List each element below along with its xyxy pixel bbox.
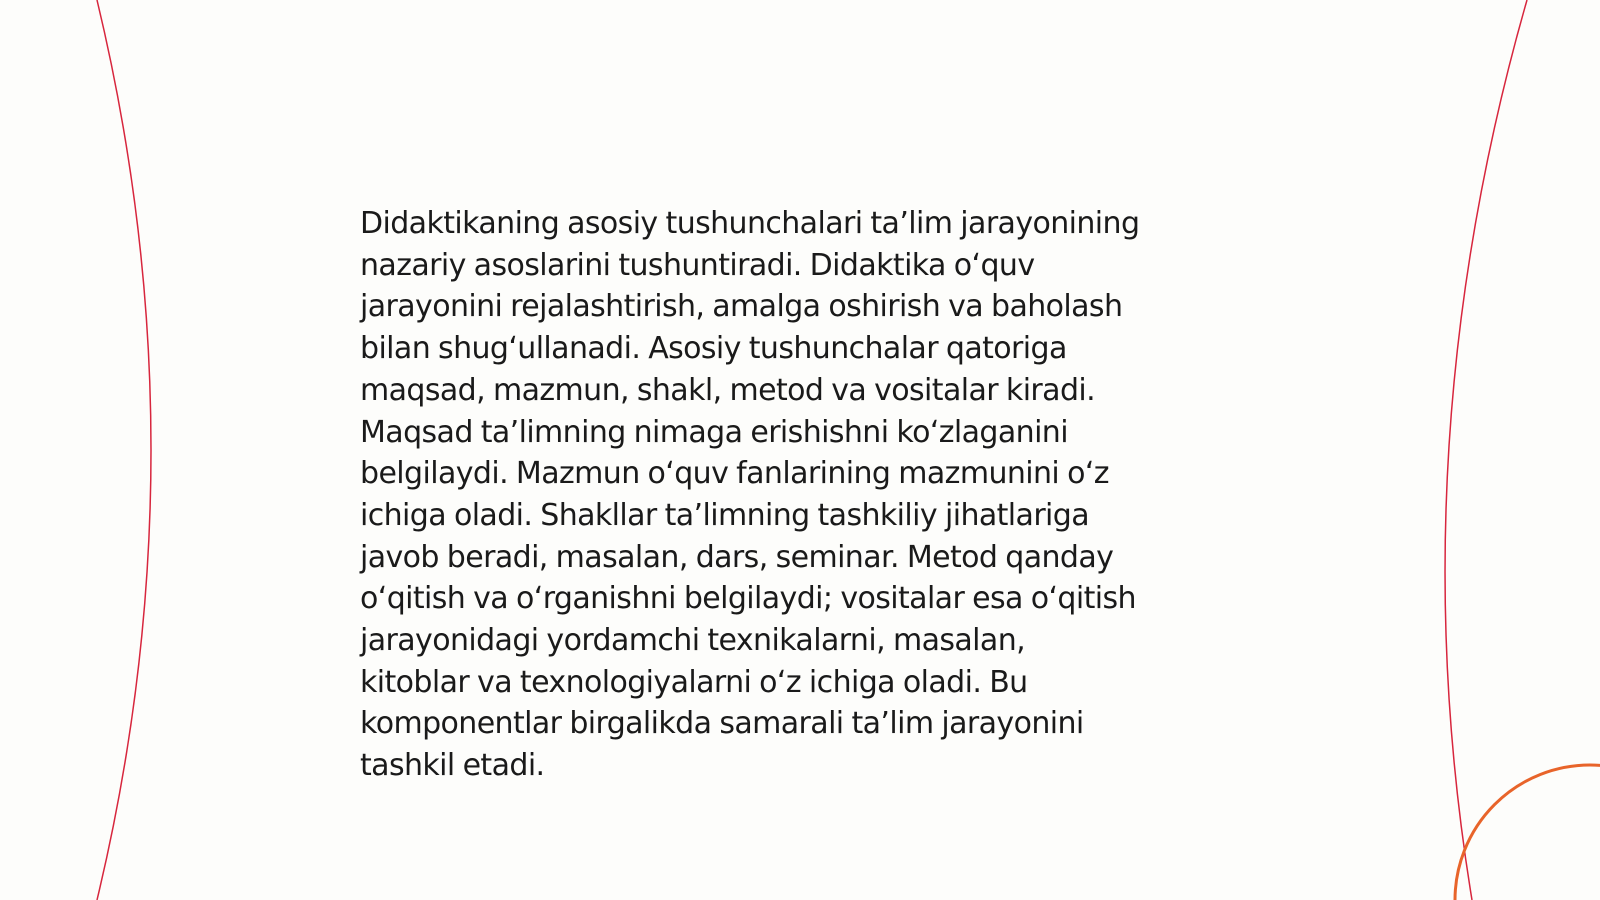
paragraph-line: Didaktikaning asosiy tushunchalari ta’lim jarayonining <box>360 206 1140 241</box>
paragraph-line: kitoblar va texnologiyalarni o‘z ichiga oladi. Bu <box>360 664 1028 700</box>
paragraph-line: komponentlar birgalikda samarali ta’lim jarayonini <box>360 706 1084 742</box>
paragraph-line: jarayonini rejalashtirish, amalga oshirish va baholash <box>360 289 1123 325</box>
corner-circle <box>1455 765 1600 900</box>
paragraph-line: javob beradi, masalan, dars, seminar. Metod qanday <box>360 539 1114 575</box>
left-arc-curve <box>97 0 151 900</box>
paragraph-line: o‘qitish va o‘rganishni belgilaydi; vositalar esa o‘qitish <box>360 581 1136 617</box>
paragraph-line: ichiga oladi. Shakllar ta’limning tashkiliy jihatlariga <box>360 497 1090 533</box>
paragraph-line: nazariy asoslarini tushuntiradi. Didaktika o‘quv <box>360 247 1035 283</box>
right-arc-curve <box>1445 0 1527 900</box>
paragraph-line: bilan shug‘ullanadi. Asosiy tushunchalar qatoriga <box>360 331 1067 367</box>
paragraph-line: Maqsad ta’limning nimaga erishishni ko‘zlaganini <box>360 414 1068 450</box>
paragraph-line: maqsad, mazmun, shakl, metod va vositalar kiradi. <box>360 372 1096 408</box>
paragraph <box>360 203 1260 787</box>
paragraph-line: jarayonidagi yordamchi texnikalarni, masalan, <box>360 623 1026 659</box>
paragraph-line: tashkil etadi. <box>360 748 545 784</box>
paragraph-line: belgilaydi. Mazmun o‘quv fanlarining mazmunini o‘z <box>360 456 1109 492</box>
